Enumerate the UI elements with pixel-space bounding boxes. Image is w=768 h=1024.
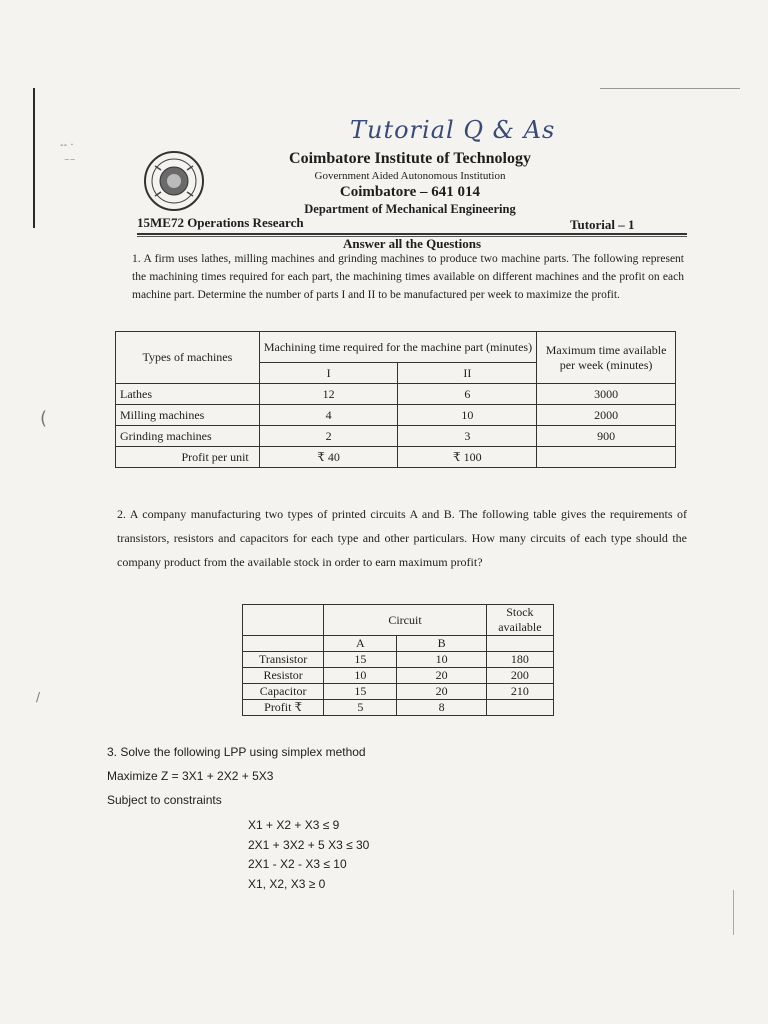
header-divider [137,233,687,235]
question-2-text: 2. A company manufacturing two types of printed circuits A and B. The following table gives the requirements of transistors, resistors and capacitors for each type and other particulars. How many circuits of each type should the company product from the available stock in order to earn maximum profit? [117,507,687,569]
constraint-1: X1 + X2 + X3 ≤ 9 [248,818,340,832]
header-type-a: A [324,636,397,652]
time-part-1: 2 [259,426,398,447]
constraint-3: 2X1 - X2 - X3 ≤ 10 [248,857,347,871]
instruction: Answer all the Questions [342,236,482,251]
time-part-1: 4 [259,405,398,426]
qty-b: 10 [397,652,486,668]
empty-cell [486,636,553,652]
qty-b: 20 [397,684,486,700]
profit-part-2: ₹ 100 [398,447,537,468]
stock: 200 [486,668,553,684]
scan-edge-line [733,890,734,935]
table-row [116,426,676,447]
header-part-1: I [259,363,398,384]
tutorial-number: Tutorial – 1 [570,217,635,232]
machine-name: Milling machines [116,405,260,426]
component-name: Capacitor [243,684,324,700]
handwritten-note: Tutorial Q & As [350,116,556,144]
profit-label: Profit ₹ [243,700,324,716]
machine-time-table [115,331,676,468]
qty-a: 10 [324,668,397,684]
header-stock: Stock available [486,605,553,636]
empty-cell [243,605,324,636]
time-part-1: 12 [259,384,398,405]
profit-part-1: ₹ 40 [259,447,398,468]
qty-b: 20 [397,668,486,684]
component-name: Resistor [243,668,324,684]
course-code: 15ME72 Operations Research [137,215,304,230]
table-row [243,700,554,716]
header-part-2: II [398,363,537,384]
table-row [116,384,676,405]
table-row [116,447,676,468]
table-row [243,668,554,684]
empty-cell [243,636,324,652]
header-machining: Machining time required for the machine part (minutes) [259,332,536,363]
institution-name: Coimbatore Institute of Technology [289,150,531,167]
qty-a: 15 [324,652,397,668]
constraint-4: X1, X2, X3 ≥ 0 [248,877,326,891]
stock: 210 [486,684,553,700]
constraints-heading: Subject to constraints [107,793,222,807]
scan-margin-line [33,88,35,228]
question-3-title: 3. Solve the following LPP using simplex method [107,745,366,759]
table-row [116,405,676,426]
header-types: Types of machines [116,332,260,384]
header-circuit: Circuit [324,605,487,636]
scan-edge-line [600,88,740,89]
max-time: 900 [537,426,676,447]
scan-artifact: ⁻⁻ [64,155,76,168]
empty-cell [486,700,553,716]
machine-name: Lathes [116,384,260,405]
header-max-time: Maximum time available per week (minutes) [537,332,676,384]
objective-function: Maximize Z = 3X1 + 2X2 + 5X3 [107,769,274,783]
header-type-b: B [397,636,486,652]
max-time: 2000 [537,405,676,426]
profit-a: 5 [324,700,397,716]
empty-cell [537,447,676,468]
profit-label: Profit per unit [116,447,260,468]
stock: 180 [486,652,553,668]
institution-subtitle: Government Aided Autonomous Institution [314,170,506,182]
time-part-2: 6 [398,384,537,405]
max-time: 3000 [537,384,676,405]
qty-a: 15 [324,684,397,700]
time-part-2: 3 [398,426,537,447]
constraint-2: 2X1 + 3X2 + 5 X3 ≤ 30 [248,838,370,852]
department-name: Department of Mechanical Engineering [304,202,516,216]
circuit-table [242,604,554,716]
component-name: Transistor [243,652,324,668]
question-1-text: 1. A firm uses lathes, milling machines and grinding machines to produce two machine parts. The following represent the machining times required for each part, the machining times available on different machines and the profit on each machine part. Determine the number of parts I and II to be manufactured per week to maximize the profit. [132,253,684,301]
machine-name: Grinding machines [116,426,260,447]
institution-city: Coimbatore – 641 014 [339,184,481,200]
scan-artifact: -- · [60,140,74,151]
scan-artifact: / [36,690,41,704]
table-row [243,652,554,668]
table-row [243,684,554,700]
time-part-2: 10 [398,405,537,426]
scan-artifact: ( [40,408,48,429]
profit-b: 8 [397,700,486,716]
